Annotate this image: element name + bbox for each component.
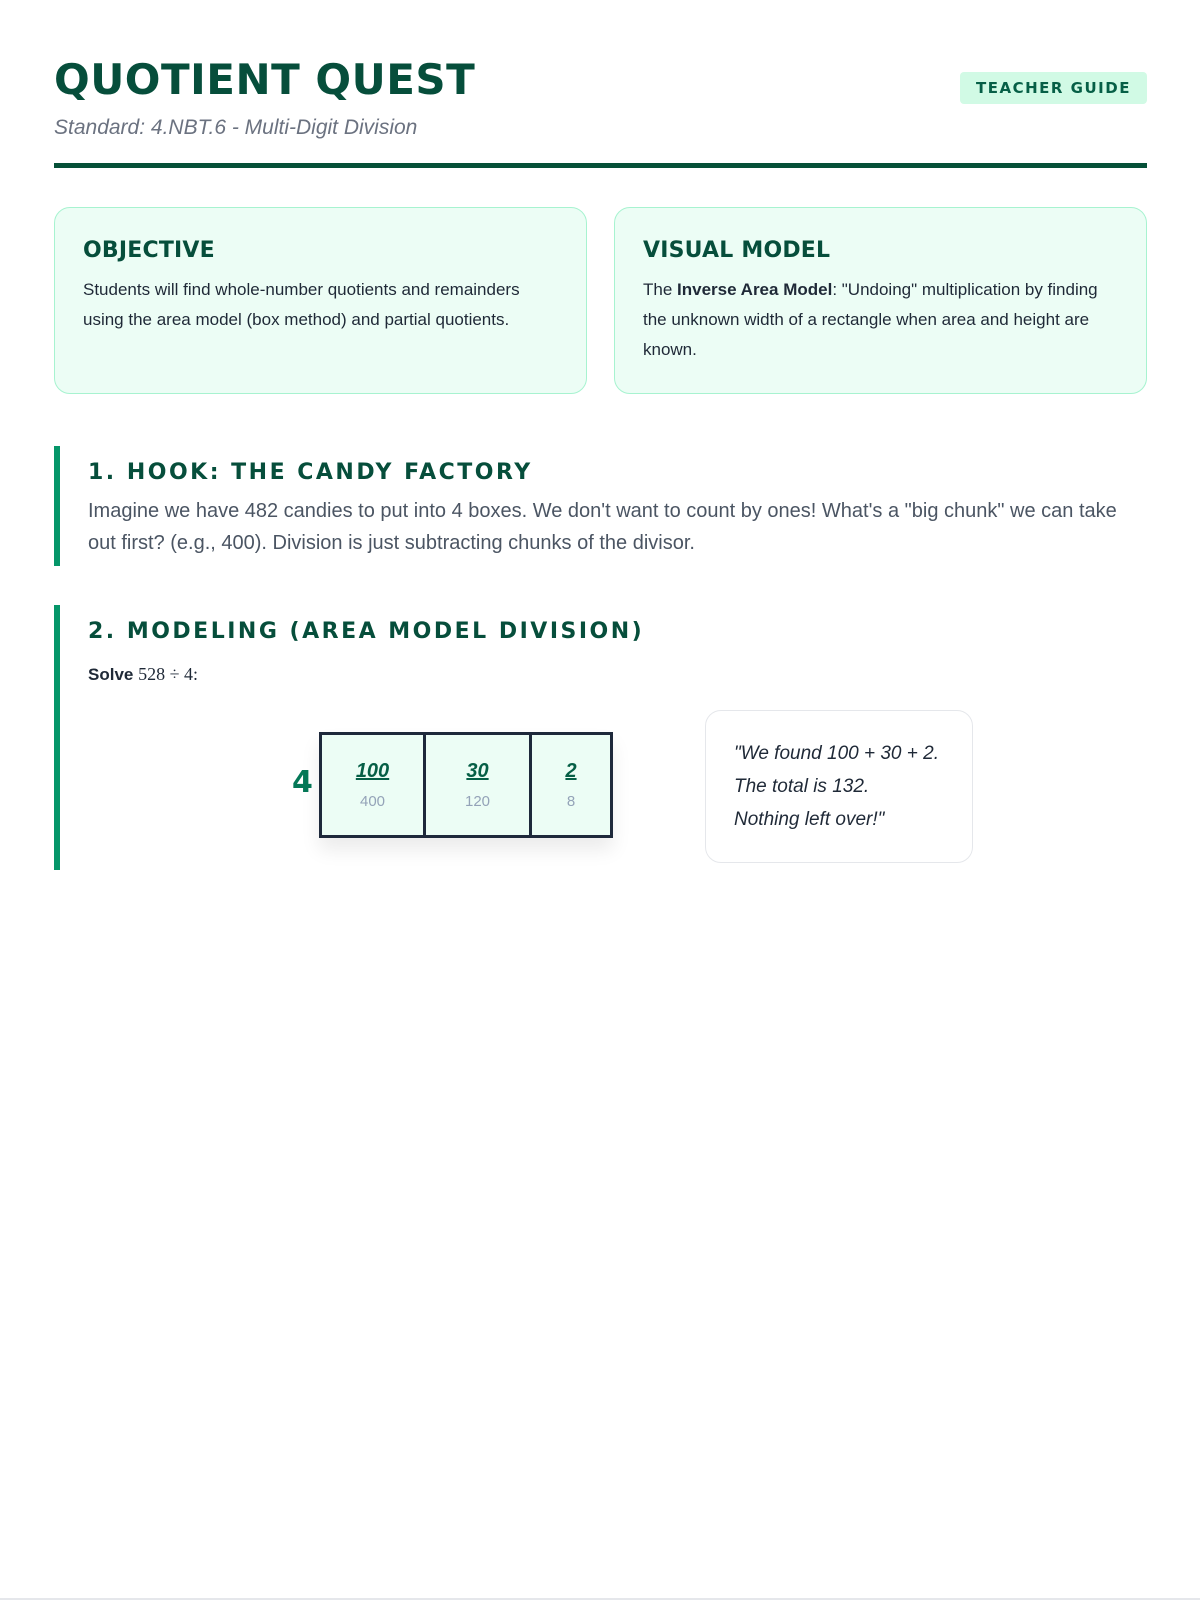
objective-heading: OBJECTIVE (83, 238, 215, 263)
hook-section (54, 446, 1147, 566)
solve-label: Solve (88, 665, 134, 684)
visual-model-text (643, 275, 1118, 365)
visual-model-description: : "Undoing" multiplication by finding the unknown width of a rectangle when area and height are known. (643, 280, 1098, 359)
area-model (319, 732, 613, 838)
solve-expression: 528 ÷ 4: (138, 664, 198, 684)
info-cards (54, 207, 1147, 394)
page-title: QUOTIENT QUEST (54, 55, 476, 104)
area-model-cell (532, 735, 610, 835)
visual-model-intro: The (643, 280, 678, 299)
visual-model-heading: VISUAL MODEL (643, 238, 831, 263)
standard-subtitle: Standard: 4.NBT.6 - Multi-Digit Division (54, 116, 418, 139)
solve-prompt (88, 664, 1147, 685)
visual-model-term: Inverse Area Model (677, 280, 833, 299)
objective-card (54, 207, 587, 394)
area-model-cell (322, 735, 426, 835)
partial-quotient: 100 (355, 760, 390, 782)
page-header (54, 0, 1147, 168)
area-model-cell (426, 735, 532, 835)
modeling-heading: 2. MODELING (AREA MODEL DIVISION) (88, 619, 645, 644)
quote-line: Nothing left over!" (734, 809, 885, 830)
divisor-label: 4 (292, 765, 313, 800)
quote-line: The total is 132. (734, 776, 870, 797)
objective-text: Students will find whole-number quotients and remainders using the area model (box method) and partial quotients. (83, 280, 520, 329)
partial-product: 8 (566, 793, 576, 810)
visual-model-card (614, 207, 1147, 394)
modeling-section (54, 605, 1147, 870)
partial-quotient: 30 (466, 760, 489, 782)
quote-line: "We found 100 + 30 + 2. (734, 743, 939, 764)
hook-heading: 1. HOOK: THE CANDY FACTORY (88, 460, 533, 485)
partial-product: 120 (464, 793, 491, 810)
teacher-guide-badge: TEACHER GUIDE (960, 72, 1147, 104)
lesson-page (54, 0, 1147, 830)
partial-product: 400 (359, 793, 386, 810)
partial-quotient: 2 (565, 760, 577, 782)
hook-text: Imagine we have 482 candies to put into 4 boxes. We don't want to count by ones! What's a "big chunk" we can take out first? (e.g., 400). Division is just subtracting chunks of the divisor. (88, 500, 1117, 554)
teacher-quote-box (705, 710, 973, 863)
